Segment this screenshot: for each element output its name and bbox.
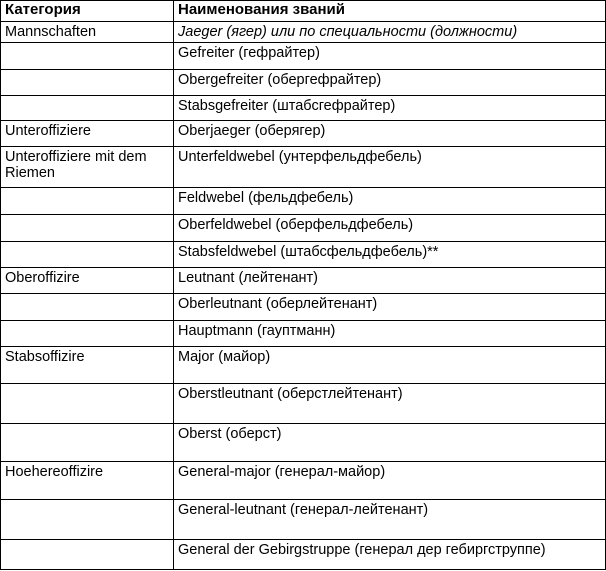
table-row <box>1 462 606 500</box>
rank-cell: Major (майор) <box>174 347 606 384</box>
rank-cell: Jaeger (ягер) или по специальности (должности) <box>174 22 606 43</box>
table-row <box>1 188 606 215</box>
rank-cell: General-leutnant (генерал-лейтенант) <box>174 500 606 540</box>
category-cell <box>1 321 174 347</box>
category-cell <box>1 424 174 462</box>
category-cell <box>1 242 174 268</box>
table-row <box>1 424 606 462</box>
rank-cell: Oberleutnant (оберлейтенант) <box>174 294 606 321</box>
category-cell: Hoehereoffizire <box>1 462 174 500</box>
category-cell <box>1 43 174 70</box>
table-row <box>1 268 606 294</box>
category-cell <box>1 215 174 242</box>
rank-cell: General-major (генерал-майор) <box>174 462 606 500</box>
rank-cell: Unterfeldwebel (унтерфельдфебель) <box>174 147 606 188</box>
category-cell <box>1 384 174 424</box>
table-row <box>1 540 606 570</box>
category-cell: Mannschaften <box>1 22 174 43</box>
table-row <box>1 121 606 147</box>
rank-cell: Oberst (оберст) <box>174 424 606 462</box>
table-row <box>1 70 606 96</box>
table-row <box>1 500 606 540</box>
header-category: Категория <box>1 1 174 22</box>
rank-cell: Hauptmann (гауптманн) <box>174 321 606 347</box>
category-cell: Stabsoffizire <box>1 347 174 384</box>
category-cell <box>1 96 174 121</box>
table-row <box>1 147 606 188</box>
rank-cell: Gefreiter (гефрайтер) <box>174 43 606 70</box>
table-row <box>1 347 606 384</box>
category-cell <box>1 294 174 321</box>
table-row <box>1 321 606 347</box>
table-row <box>1 22 606 43</box>
category-cell <box>1 540 174 570</box>
rank-cell: Stabsgefreiter (штабсгефрайтер) <box>174 96 606 121</box>
category-cell <box>1 500 174 540</box>
header-row <box>1 1 606 22</box>
rank-cell: Leutnant (лейтенант) <box>174 268 606 294</box>
header-rank-names: Наименования званий <box>174 1 606 22</box>
rank-cell: Feldwebel (фельдфебель) <box>174 188 606 215</box>
rank-cell: Stabsfeldwebel (штабсфельдфебель)** <box>174 242 606 268</box>
table-row <box>1 96 606 121</box>
category-cell: Unteroffiziere <box>1 121 174 147</box>
table-row <box>1 215 606 242</box>
rank-cell: Oberstleutnant (оберстлейтенант) <box>174 384 606 424</box>
category-cell: Unteroffiziere mit dem Riemen <box>1 147 174 188</box>
category-cell <box>1 70 174 96</box>
rank-cell: Obergefreiter (обергефрайтер) <box>174 70 606 96</box>
category-cell <box>1 188 174 215</box>
table-row <box>1 294 606 321</box>
table-row <box>1 43 606 70</box>
rank-cell: Oberjaeger (оберягер) <box>174 121 606 147</box>
table-row <box>1 242 606 268</box>
rank-cell: General der Gebirgstruppe (генерал дер гебиргструппе) <box>174 540 606 570</box>
rank-cell: Oberfeldwebel (оберфельдфебель) <box>174 215 606 242</box>
category-cell: Oberoffizire <box>1 268 174 294</box>
table-row <box>1 384 606 424</box>
